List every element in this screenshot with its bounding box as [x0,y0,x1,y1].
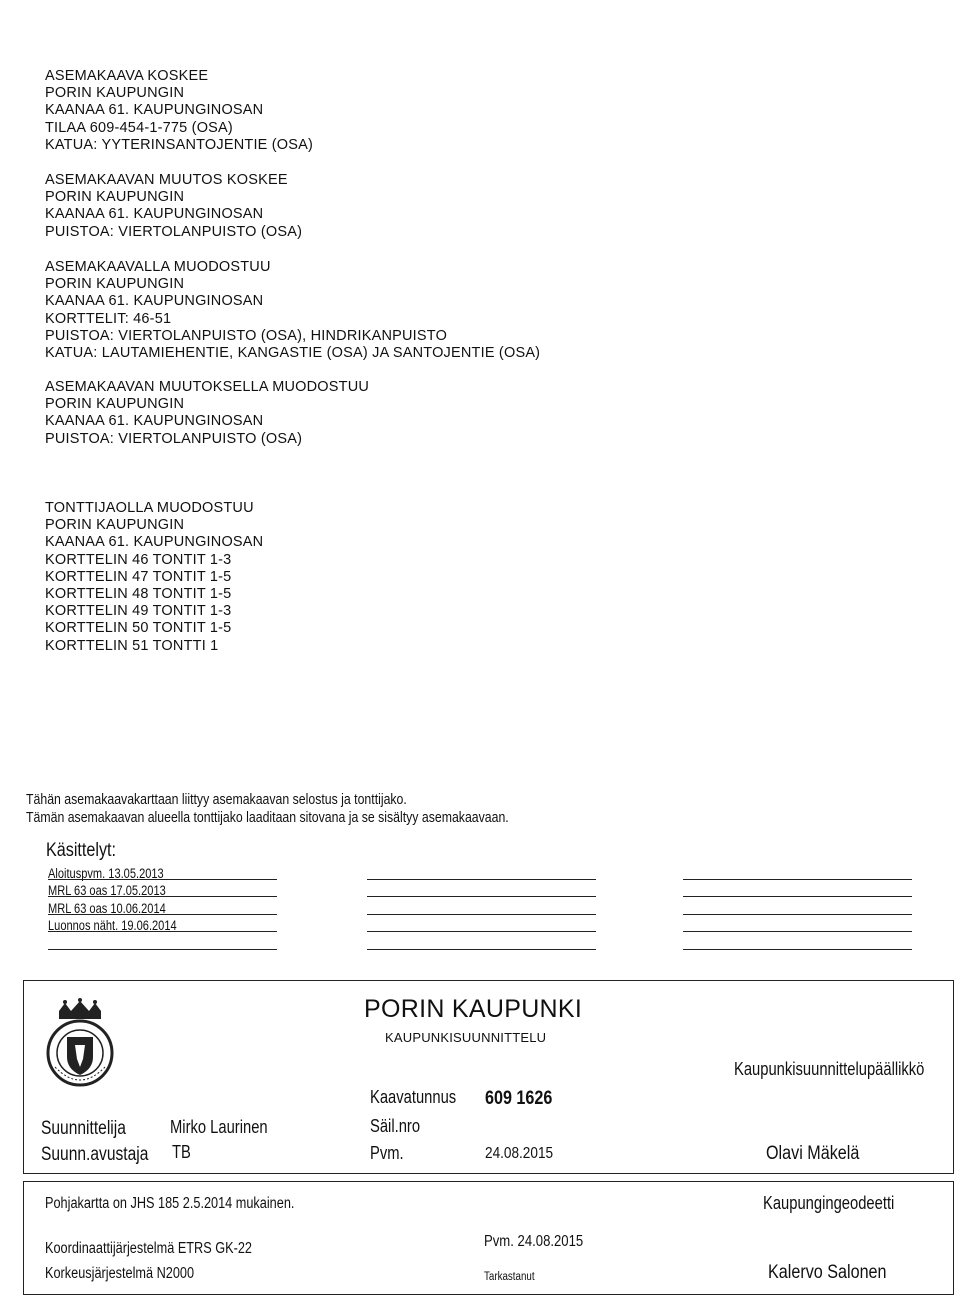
note-line-1: Tähän asemakaavakarttaan liittyy asemakaavan selostus ja tonttijako. [26,791,407,808]
tarkastanut-label: Tarkastanut [484,1271,535,1283]
section-line: KAANAA 61. KAUPUNGINOSAN [45,293,264,310]
section-line: ASEMAKAAVAN MUUTOKSELLA MUODOSTUU [45,379,370,395]
section-line: TILAA 609-454-1-775 (OSA) [45,119,233,136]
section-line: PORIN KAUPUNGIN [45,517,185,534]
suunnittelija-label: Suunnittelija [41,1118,126,1139]
title-block [23,980,954,1174]
section-line: KORTTELIN 49 TONTIT 1-3 [45,603,232,620]
department-name: KAUPUNKISUUNNITTELU [385,1030,547,1045]
note-line-2: Tämän asemakaavan alueella tonttijako laaditaan sitovana ja se sisältyy asemakaavaan. [26,809,509,826]
processing-entry: MRL 63 oas 10.06.2014 [48,901,166,916]
signature-line [367,914,596,915]
section-line: PORIN KAUPUNGIN [45,189,185,206]
signature-line [48,879,277,880]
kaavatunnus-value: 609 1626 [485,1088,553,1109]
pohjakartta-text: Pohjakartta on JHS 185 2.5.2014 mukainen. [45,1195,295,1212]
signature-line [367,896,596,897]
section-line: KATUA: LAUTAMIEHENTIE, KANGASTIE (OSA) JA SANTOJENTIE (OSA) [45,345,541,362]
section-2 [45,172,302,241]
signature-line [683,914,912,915]
avustaja-value: TB [172,1142,191,1162]
signature-line [48,931,277,932]
section-line: PUISTOA: VIERTOLANPUISTO (OSA) [45,223,303,240]
section-line: KORTTELIN 50 TONTIT 1-5 [45,620,232,637]
avustaja-label: Suunn.avustaja [41,1144,149,1165]
footer-role: Kaupungingeodeetti [763,1193,895,1213]
section-line: KAANAA 61. KAUPUNGINOSAN [45,413,264,430]
sailnro-label: Säil.nro [370,1116,421,1136]
section-line: KATUA: YYTERINSANTOJENTIE (OSA) [45,136,314,153]
section-line: KORTTELIN 48 TONTIT 1-5 [45,586,232,603]
korkeus-text: Korkeusjärjestelmä N2000 [45,1265,195,1282]
signature-line [683,949,912,950]
kaavatunnus-label: Kaavatunnus [370,1087,457,1107]
city-coat-of-arms-icon [45,997,115,1087]
section-5 [45,500,263,655]
signature-line [367,949,596,950]
role-title: Kaupunkisuunnittelupäällikkö [734,1059,925,1079]
section-line: KORTTELIN 51 TONTTI 1 [45,637,219,654]
signature-line [683,879,912,880]
section-line: KAANAA 61. KAUPUNGINOSAN [45,534,264,551]
processing-entry: Aloituspvm. 13.05.2013 [48,866,164,881]
processing-entry: Luonnos näht. 19.06.2014 [48,918,177,933]
signature-line [48,896,277,897]
footer-pvm: Pvm. 24.08.2015 [484,1233,584,1250]
footer-block [23,1181,954,1295]
signature-line [48,949,277,950]
section-3 [45,259,540,362]
section-line: ASEMAKAAVAN MUUTOS KOSKEE [45,172,288,188]
section-line: KAANAA 61. KAUPUNGINOSAN [45,102,264,119]
pvm-label: Pvm. [370,1143,404,1163]
section-line: KORTTELIN 46 TONTIT 1-3 [45,551,232,568]
section-line: KORTTELIN 47 TONTIT 1-5 [45,568,232,585]
org-name: PORIN KAUPUNKI [364,995,583,1023]
section-line: PUISTOA: VIERTOLANPUISTO (OSA) [45,430,303,447]
section-line: TONTTIJAOLLA MUODOSTUU [45,500,254,516]
section-4 [45,379,369,448]
processing-entry: MRL 63 oas 17.05.2013 [48,883,166,898]
signature-line [683,896,912,897]
section-line: PORIN KAUPUNGIN [45,396,185,413]
signature-line [367,879,596,880]
section-line: KORTTELIT: 46-51 [45,310,172,327]
signature-line [48,914,277,915]
section-line: ASEMAKAAVA KOSKEE [45,68,209,84]
signature-line [683,931,912,932]
suunnittelija-value: Mirko Laurinen [170,1117,268,1137]
section-1 [45,68,313,154]
footer-signer: Kalervo Salonen [768,1262,887,1283]
signer-name: Olavi Mäkelä [766,1143,860,1164]
section-line: PORIN KAUPUNGIN [45,85,185,102]
section-line: KAANAA 61. KAUPUNGINOSAN [45,206,264,223]
section-line: PORIN KAUPUNGIN [45,276,185,293]
signature-line [367,931,596,932]
pvm-value: 24.08.2015 [485,1145,554,1162]
section-line: PUISTOA: VIERTOLANPUISTO (OSA), HINDRIKANPUISTO [45,327,448,344]
section-line: ASEMAKAAVALLA MUODOSTUU [45,259,271,275]
processing-heading: Käsittelyt: [46,840,117,861]
koordinaatti-text: Koordinaattijärjestelmä ETRS GK-22 [45,1240,252,1257]
